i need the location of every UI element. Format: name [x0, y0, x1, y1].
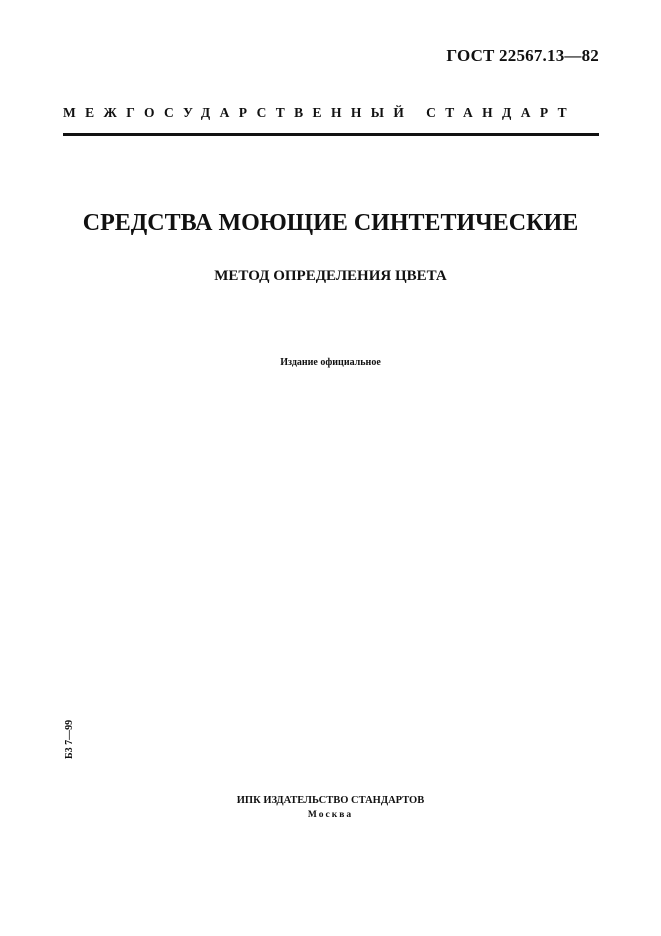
- header-divider: [63, 133, 599, 136]
- publication-city: Москва: [307, 810, 354, 820]
- page-subtitle: МЕТОД ОПРЕДЕЛЕНИЯ ЦВЕТА: [214, 268, 447, 284]
- page-title: СРЕДСТВА МОЮЩИЕ СИНТЕТИЧЕСКИЕ: [82, 210, 579, 236]
- publisher-name: ИПК ИЗДАТЕЛЬСТВО СТАНДАРТОВ: [236, 795, 425, 806]
- document-number: ГОСТ 22567.13—82: [446, 46, 599, 65]
- side-catalog-code: Б3 7—99: [64, 719, 75, 759]
- edition-note: Издание официальное: [280, 357, 381, 368]
- standard-type-banner: МЕЖГОСУДАРСТВЕННЫЙ СТАНДАРТ: [63, 105, 577, 120]
